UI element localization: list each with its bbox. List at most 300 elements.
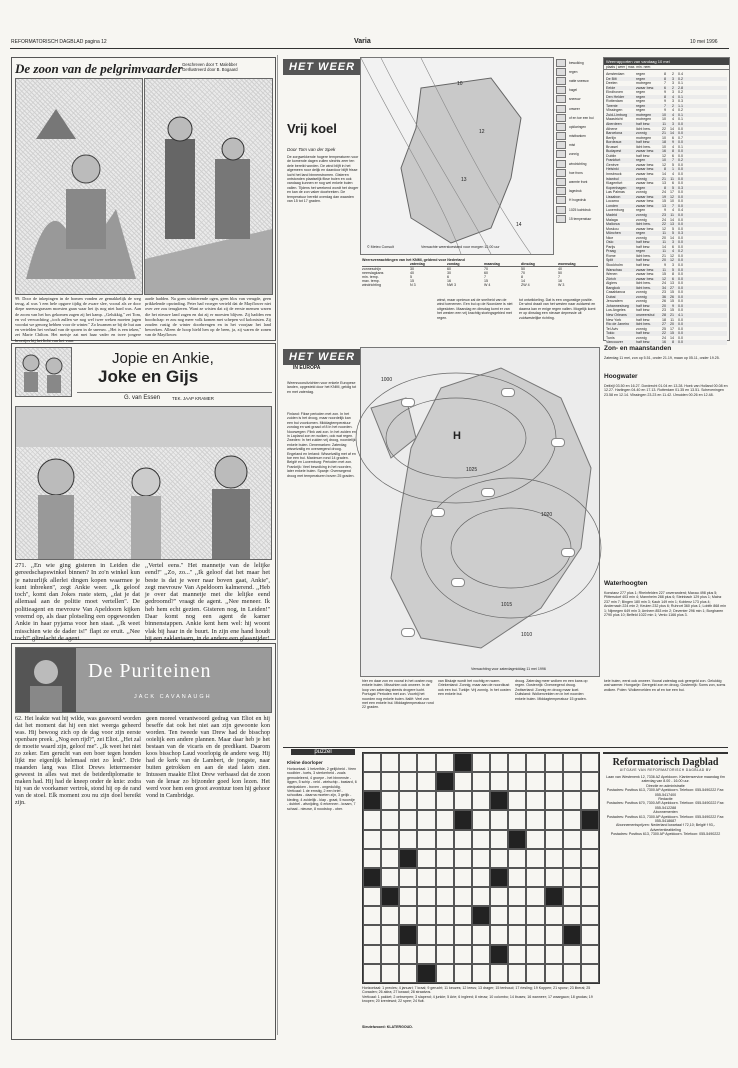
puzzle-cell[interactable]: [508, 887, 526, 906]
table-cell: licht bew.: [636, 281, 651, 286]
puzzle-cell[interactable]: [381, 810, 399, 829]
europa-tail-3: droog. Zaterdag meer wolken en een kans op regen. Oostenrijk: Overwegend droog. Zwitserland: Zonnig en droog maar koel. Duitsland: Wolkenvelden en in het noorden enkele buien. Middagtemperatuur 15 graden.: [515, 679, 588, 701]
puzzle-cell[interactable]: [563, 791, 581, 810]
knmi-cell: W 4: [484, 283, 491, 287]
table-cell: 12: [662, 153, 666, 158]
table-cell: München: [606, 231, 621, 236]
puzzle-cell[interactable]: [381, 868, 399, 887]
puzzle-cell[interactable]: [381, 753, 399, 772]
table-cell: zwaar bew.: [636, 162, 654, 167]
puzzle-cell[interactable]: [508, 849, 526, 868]
puzzle-cell[interactable]: [508, 810, 526, 829]
puzzle-cell[interactable]: [490, 849, 508, 868]
table-cell: 2: [672, 85, 674, 90]
cloud-icon: [551, 438, 565, 447]
puzzle-cell[interactable]: [490, 887, 508, 906]
thunder-icon: [556, 105, 566, 113]
puzzle-cell[interactable]: [545, 945, 563, 964]
puzzle-cell[interactable]: [526, 906, 544, 925]
table-cell: Madrid: [606, 212, 617, 217]
zon-title: Zon- en maanstanden: [604, 345, 672, 352]
table-cell: 11: [670, 212, 674, 217]
puzzle-cell[interactable]: [399, 791, 417, 810]
puzzle-cell[interactable]: [399, 906, 417, 925]
puzzel-top-rule: [283, 747, 728, 748]
puzzle-cell[interactable]: [526, 830, 544, 849]
puzzle-cell[interactable]: [454, 772, 472, 791]
jopie-illustrator: TEK. JAAP KRAMER: [172, 396, 214, 401]
table-cell: Tokio: [606, 331, 615, 336]
puzzle-cell[interactable]: [436, 810, 454, 829]
table-cell: 15: [662, 199, 666, 204]
puzzle-cell[interactable]: [363, 791, 381, 810]
jopie-text-right: ,,Vertel eens.'' Het mannetje van de lelijke eend!'' ,,Zo, zo...'' ,,Ik geloof dat het maar het beste is dat je weer naar boven gaat, Ankie'', zegt mevrouw Van Apeldoorn kalmerend. ,,Heb je over dat mannetje met die lelijke eend gedroomd?'' vraagt de agent. ,,Nee meneer. Ik heb hem echt gezien. Gisteren nog, in Leiden!'' Daar komt nog een agent de kamer binnenstappen. Ankie kent hem wel: hij woont vlak bij haar in de buurt. In zijn ene hand houdt hij een zaklantaarn, in de andere een glassnijder!: [145, 562, 270, 642]
table-cell: 12: [662, 226, 666, 231]
pelgrim-illustration-right: [144, 78, 273, 295]
puzzle-cell[interactable]: [490, 945, 508, 964]
table-cell: 15: [670, 299, 674, 304]
table-cell: 22: [662, 331, 666, 336]
puzzle-cell[interactable]: [417, 868, 435, 887]
puzzle-cell[interactable]: [381, 945, 399, 964]
puzzle-cell[interactable]: [581, 887, 599, 906]
legend-onweer: onweer: [556, 104, 598, 113]
table-cell: 14: [670, 235, 674, 240]
puzzle-cell[interactable]: [526, 849, 544, 868]
puzzle-cell[interactable]: [563, 906, 581, 925]
puzzle-cell[interactable]: [417, 772, 435, 791]
puzzle-cell[interactable]: [545, 868, 563, 887]
table-cell: zonnig: [636, 335, 647, 340]
puzzle-cell[interactable]: [454, 964, 472, 983]
knmi-cell: 14: [521, 279, 525, 283]
nl-map-credit: © Meteo Consult: [367, 245, 394, 249]
table-cell: 6: [672, 276, 674, 281]
puriteinen-text-left: 62. Het leakte wat hij wilde, was geavoerd worden dat het moment dat hij een niet weerga geheerd was. Hij bewoog zich op de dag voor zijn eerste openbare preek. ,,Nog een rijd?'', zei Eliot. ,,Het zal de moeite waard zijn, geloof me''. ,,Ik weet het niet zo zeker. Een gerucht van een boer tegen honden lijkt me eigenlijk helemaal niet zo leuk''. Drie maanden lang was Eliot Drews lettermeester geweest in alles wat met de beiderdiplomatie te maken had. Hij had de kneep onder de knie: zodra hij van de voorkamer vertrok, stond hij op de rand van de stoel. Elk moment zou nu zijn doel bereikt zijn.: [15, 716, 141, 806]
puzzle-cell[interactable]: [454, 906, 472, 925]
legend-regen: regen: [556, 67, 598, 76]
table-cell: regen: [636, 72, 646, 76]
puzzle-cell[interactable]: [417, 753, 435, 772]
puzzle-cell[interactable]: [454, 810, 472, 829]
jopie-strip: [11, 343, 276, 640]
legend-bewolking: bewolking: [556, 58, 598, 67]
puzzle-cell[interactable]: [381, 887, 399, 906]
table-cell: 23: [662, 308, 666, 313]
puzzle-cell[interactable]: [363, 964, 381, 983]
table-cell: 10: [662, 112, 666, 117]
puzzle-cell[interactable]: [490, 810, 508, 829]
table-cell: Klagenfurt: [606, 181, 623, 186]
table-cell: half bew.: [636, 308, 651, 313]
table-cell: 6: [672, 153, 674, 158]
puzzle-cell[interactable]: [399, 772, 417, 791]
puzzle-cell[interactable]: [472, 906, 490, 925]
puriteinen-banner: [15, 647, 272, 713]
table-cell: 0.0: [678, 194, 683, 199]
puzzle-cell[interactable]: [472, 964, 490, 983]
table-cell: 36: [662, 294, 666, 299]
cloud-icon: [401, 398, 415, 407]
knmi-row-label: zonneschijn: [362, 267, 381, 271]
knmi-cell: 30: [410, 267, 414, 271]
puzzle-cell[interactable]: [508, 772, 526, 791]
puzzle-cell[interactable]: [545, 849, 563, 868]
puzzle-cell[interactable]: [417, 830, 435, 849]
knmi-cell: ZW 4: [521, 283, 530, 287]
puzzle-cell[interactable]: [490, 772, 508, 791]
puzzle-cell[interactable]: [472, 868, 490, 887]
puzzle-cell[interactable]: [399, 868, 417, 887]
legend-mist: mist: [556, 141, 598, 150]
table-cell: Kopenhagen: [606, 185, 627, 190]
puzzle-cell[interactable]: [472, 791, 490, 810]
puzzel-title: puzzel: [291, 749, 355, 755]
puzzle-cell[interactable]: [581, 964, 599, 983]
puzzle-cell[interactable]: [399, 945, 417, 964]
puzzle-cell[interactable]: [490, 753, 508, 772]
puzzle-cell[interactable]: [381, 772, 399, 791]
puzzle-cell[interactable]: [381, 791, 399, 810]
table-cell: 7: [664, 103, 666, 108]
table-cell: zonnig: [636, 190, 647, 195]
puzzle-cell[interactable]: [454, 945, 472, 964]
puzzle-cell[interactable]: [508, 791, 526, 810]
puzzle-cell[interactable]: [526, 810, 544, 829]
table-cell: 0.0: [678, 285, 683, 290]
puzzle-cell[interactable]: [472, 925, 490, 944]
puzzle-cell[interactable]: [363, 849, 381, 868]
puzzle-cell[interactable]: [417, 791, 435, 810]
legend-bui: of en toe een bui: [556, 113, 598, 122]
europe-isobar-3: 1015: [501, 602, 513, 608]
puzzle-cell[interactable]: [436, 772, 454, 791]
table-cell: 28: [662, 312, 666, 317]
puzzle-cell[interactable]: [417, 849, 435, 868]
puzzle-cell[interactable]: [563, 753, 581, 772]
puzzle-cell[interactable]: [381, 906, 399, 925]
puzzle-cell[interactable]: [545, 772, 563, 791]
puzzle-cell[interactable]: [363, 925, 381, 944]
table-cell: Johannesburg: [606, 303, 629, 308]
table-cell: 21: [662, 131, 666, 136]
knmi-cell: NW 3: [447, 283, 456, 287]
table-cell: Luxemburg: [606, 208, 624, 213]
table-cell: Zürich: [606, 276, 616, 281]
cloud-icon: [561, 548, 575, 557]
knmi-cell: 16: [558, 279, 562, 283]
table-cell: licht bew.: [636, 285, 651, 290]
table-cell: Dublin: [606, 153, 617, 158]
puzzle-cell[interactable]: [545, 887, 563, 906]
table-cell: 14: [670, 217, 674, 222]
puzzle-cell[interactable]: [490, 830, 508, 849]
puzzle-cell[interactable]: [526, 964, 544, 983]
puzzle-cell[interactable]: [581, 753, 599, 772]
puzzle-cell[interactable]: [545, 830, 563, 849]
puzzle-cell[interactable]: [490, 868, 508, 887]
knmi-row-label: neerslagkans: [362, 271, 384, 275]
puzzle-cell[interactable]: [563, 772, 581, 791]
table-cell: 6: [672, 181, 674, 186]
europa-subtitle: IN EUROPA: [293, 365, 321, 371]
puzzle-cell[interactable]: [454, 753, 472, 772]
puzzle-cell[interactable]: [581, 868, 599, 887]
fog-banks-icon: [556, 132, 566, 140]
table-cell: 23: [662, 212, 666, 217]
puzzle-cell[interactable]: [545, 964, 563, 983]
puzzle-cell[interactable]: [363, 945, 381, 964]
nl-map-temp-4: 14: [516, 222, 522, 228]
puzzle-cell[interactable]: [526, 925, 544, 944]
table-cell: Londen: [606, 203, 618, 208]
puzzle-cell[interactable]: [581, 849, 599, 868]
puzzle-cell[interactable]: [508, 945, 526, 964]
europa-tail-4: kele buien, eerst ook onweer. Vooral zaterdag ook geregeld zon. Gelukkig wat warmer. Hongarije: Geregeld zon en droog. Oostenrijk: Soms zon, soms wolken. Polen: Wolkenvelden en af en toe een bui.: [604, 679, 726, 692]
table-cell: 0.0: [678, 326, 683, 331]
puzzle-cell[interactable]: [508, 868, 526, 887]
puzzle-cell[interactable]: [490, 925, 508, 944]
puzzle-cell[interactable]: [526, 945, 544, 964]
puzzle-cell[interactable]: [526, 887, 544, 906]
puzzle-cell[interactable]: [472, 772, 490, 791]
puzzle-cell[interactable]: [508, 925, 526, 944]
legend-natte-sneeuw: natte sneeuw: [556, 76, 598, 85]
table-cell: 0.0: [678, 181, 683, 186]
puzzle-cell[interactable]: [563, 849, 581, 868]
table-cell: 18: [662, 140, 666, 145]
table-cell: Frankfurt: [606, 158, 621, 163]
table-cell: 34: [662, 285, 666, 290]
puzzle-cell[interactable]: [363, 868, 381, 887]
knmi-row-label: windrichting: [362, 283, 381, 287]
table-cell: 15: [670, 308, 674, 313]
table-cell: 0.1: [678, 117, 683, 122]
table-cell: Tunis: [606, 335, 615, 340]
puzzle-cell[interactable]: [399, 849, 417, 868]
puzzle-cell[interactable]: [508, 964, 526, 983]
puzzle-cell[interactable]: [563, 887, 581, 906]
puzzle-cell[interactable]: [581, 925, 599, 944]
jopie-logo-illustration: [15, 347, 72, 397]
puzzle-cell[interactable]: [508, 753, 526, 772]
table-cell: 12: [670, 258, 674, 263]
puzzle-cell[interactable]: [490, 791, 508, 810]
table-cell: 0.0: [678, 267, 683, 272]
table-cell: 1.1: [678, 103, 683, 108]
puzzle-cell[interactable]: [399, 810, 417, 829]
puzzle-cell[interactable]: [381, 830, 399, 849]
puzzle-cell[interactable]: [545, 906, 563, 925]
puzzle-cell[interactable]: [581, 906, 599, 925]
puzzle-cell[interactable]: [454, 791, 472, 810]
weather-table-colheader: plaats | weer | max. min. neer.: [604, 65, 729, 70]
puzzle-cell[interactable]: [472, 830, 490, 849]
nl-map-drawing: [361, 58, 553, 254]
puzzle-cell[interactable]: [363, 772, 381, 791]
table-cell: 0.0: [678, 122, 683, 127]
table-cell: Jeruzalem: [606, 299, 623, 304]
puzzle-cell[interactable]: [472, 810, 490, 829]
puzzle-cell[interactable]: [436, 868, 454, 887]
puzzle-cell[interactable]: [545, 810, 563, 829]
nl-map-temp-3: 13: [461, 177, 467, 183]
puzzle-cell[interactable]: [381, 925, 399, 944]
puzzle-cell[interactable]: [417, 810, 435, 829]
table-cell: 10: [670, 199, 674, 204]
europe-weather-map: [360, 347, 600, 677]
puzzle-cell[interactable]: [454, 830, 472, 849]
europe-isobar-5: 1000: [381, 377, 393, 383]
puzzle-cell[interactable]: [436, 791, 454, 810]
puzzle-cell[interactable]: [526, 753, 544, 772]
table-cell: 0.0: [678, 335, 683, 340]
table-cell: 4: [672, 144, 674, 149]
puzzle-cell[interactable]: [436, 906, 454, 925]
puzzle-cell[interactable]: [454, 849, 472, 868]
table-cell: 0.0: [678, 172, 683, 177]
table-cell: 3: [672, 90, 674, 95]
low-pressure-icon: [556, 187, 566, 195]
table-cell: Twente: [606, 103, 618, 108]
table-cell: Bordeaux: [606, 140, 622, 145]
puzzle-cell[interactable]: [436, 753, 454, 772]
puzzle-cell[interactable]: [563, 810, 581, 829]
puzzle-cell[interactable]: [399, 964, 417, 983]
nl-map-caption: Verwachte weerstoestand voor morgen 12.00 uur: [421, 245, 500, 249]
table-cell: zwaar bew.: [636, 226, 654, 231]
table-cell: zwaar bew.: [636, 167, 654, 172]
puzzle-cell[interactable]: [545, 791, 563, 810]
table-cell: zonnig: [636, 176, 647, 181]
table-cell: 21: [662, 176, 666, 181]
puzzle-cell[interactable]: [363, 830, 381, 849]
table-cell: 26: [662, 299, 666, 304]
puzzle-cell[interactable]: [563, 945, 581, 964]
table-cell: Eelde: [606, 85, 616, 90]
table-cell: 9: [664, 99, 666, 104]
puzzle-cell[interactable]: [399, 753, 417, 772]
puzzle-cell[interactable]: [436, 925, 454, 944]
table-cell: 0.0: [678, 340, 683, 345]
table-cell: licht bew.: [636, 322, 651, 327]
knmi-row-label: min. temp.: [362, 275, 379, 279]
puzzle-cell[interactable]: [526, 791, 544, 810]
table-cell: 0.0: [678, 244, 683, 249]
puzzle-cell[interactable]: [454, 868, 472, 887]
puzzle-cell[interactable]: [563, 925, 581, 944]
table-cell: 0.0: [678, 190, 683, 195]
table-cell: 10: [662, 135, 666, 140]
puzzle-cell[interactable]: [417, 925, 435, 944]
table-cell: 24: [662, 335, 666, 340]
puzzle-cell[interactable]: [363, 887, 381, 906]
table-cell: 3: [672, 240, 674, 245]
puzzle-cell[interactable]: [563, 964, 581, 983]
table-cell: 0.2: [678, 90, 683, 95]
puzzle-cell[interactable]: [581, 830, 599, 849]
puzzle-cell[interactable]: [399, 925, 417, 944]
puzzle-cell[interactable]: [472, 887, 490, 906]
puzzle-cell[interactable]: [399, 887, 417, 906]
puzzle-cell[interactable]: [417, 906, 435, 925]
cloud-icon: [501, 388, 515, 397]
table-cell: motregen: [636, 117, 652, 122]
high-pressure-icon: [556, 196, 566, 204]
puzzle-cell[interactable]: [363, 810, 381, 829]
table-cell: half bew.: [636, 303, 651, 308]
puriteinen-strip: [11, 643, 276, 1040]
puzzle-cell[interactable]: [363, 906, 381, 925]
puzzle-cell[interactable]: [545, 925, 563, 944]
puzzle-cell[interactable]: [417, 964, 435, 983]
puzzle-cell[interactable]: [581, 810, 599, 829]
table-cell: half bew.: [636, 262, 651, 267]
table-cell: 0.0: [678, 290, 683, 295]
puzzle-cell[interactable]: [436, 887, 454, 906]
table-cell: zwaar bew.: [636, 276, 654, 281]
table-cell: 22: [662, 222, 666, 227]
puzzle-cell[interactable]: [436, 964, 454, 983]
table-cell: Locarno: [606, 199, 619, 204]
puzzle-cell[interactable]: [581, 945, 599, 964]
puzzle-cell[interactable]: [563, 868, 581, 887]
puzzle-cell[interactable]: [472, 753, 490, 772]
puzzle-cell[interactable]: [490, 964, 508, 983]
puzzle-cell[interactable]: [454, 887, 472, 906]
puzzle-cell[interactable]: [581, 772, 599, 791]
table-cell: 4: [672, 249, 674, 254]
legend-windrichting: windrichting: [556, 159, 598, 168]
table-cell: zonnig: [636, 131, 647, 136]
puzzle-cell[interactable]: [508, 906, 526, 925]
table-cell: 1: [672, 167, 674, 172]
puzzle-cell[interactable]: [363, 753, 381, 772]
table-cell: half bew.: [636, 240, 651, 245]
table-cell: 5: [672, 231, 674, 236]
table-cell: 8: [664, 185, 666, 190]
puzzle-cell[interactable]: [581, 791, 599, 810]
puzzle-cell[interactable]: [563, 830, 581, 849]
puzzle-cell[interactable]: [417, 887, 435, 906]
table-cell: 0.0: [678, 253, 683, 258]
puzzle-cell[interactable]: [545, 753, 563, 772]
pelgrim-drawing-left: [16, 79, 142, 294]
puzzle-cell[interactable]: [399, 830, 417, 849]
puzzle-cell[interactable]: [436, 849, 454, 868]
hoogwater-title: Hoogwater: [604, 373, 638, 380]
puzzle-cell[interactable]: [508, 830, 526, 849]
table-cell: 9: [664, 262, 666, 267]
puzzle-cell[interactable]: [417, 945, 435, 964]
puzzle-cell[interactable]: [472, 945, 490, 964]
legend-opklaringen: opklaringen: [556, 122, 598, 131]
sun-cloud-icon: [556, 123, 566, 131]
puzzle-cell[interactable]: [436, 945, 454, 964]
puzzle-cell[interactable]: [526, 868, 544, 887]
colofon-tagline: UITGAVE VAN REFORMATORISCH DAGBLAD BV: [619, 768, 712, 772]
puzzle-cell[interactable]: [454, 925, 472, 944]
puzzle-cell[interactable]: [381, 964, 399, 983]
puzzle-cell[interactable]: [381, 849, 399, 868]
puzzle-cell[interactable]: [472, 849, 490, 868]
puzzle-cell[interactable]: [436, 830, 454, 849]
jopie-illustration: [15, 406, 272, 560]
table-cell: 14: [670, 126, 674, 131]
puzzle-cell[interactable]: [526, 772, 544, 791]
table-cell: Split: [606, 258, 613, 263]
puzzle-cell[interactable]: [490, 906, 508, 925]
